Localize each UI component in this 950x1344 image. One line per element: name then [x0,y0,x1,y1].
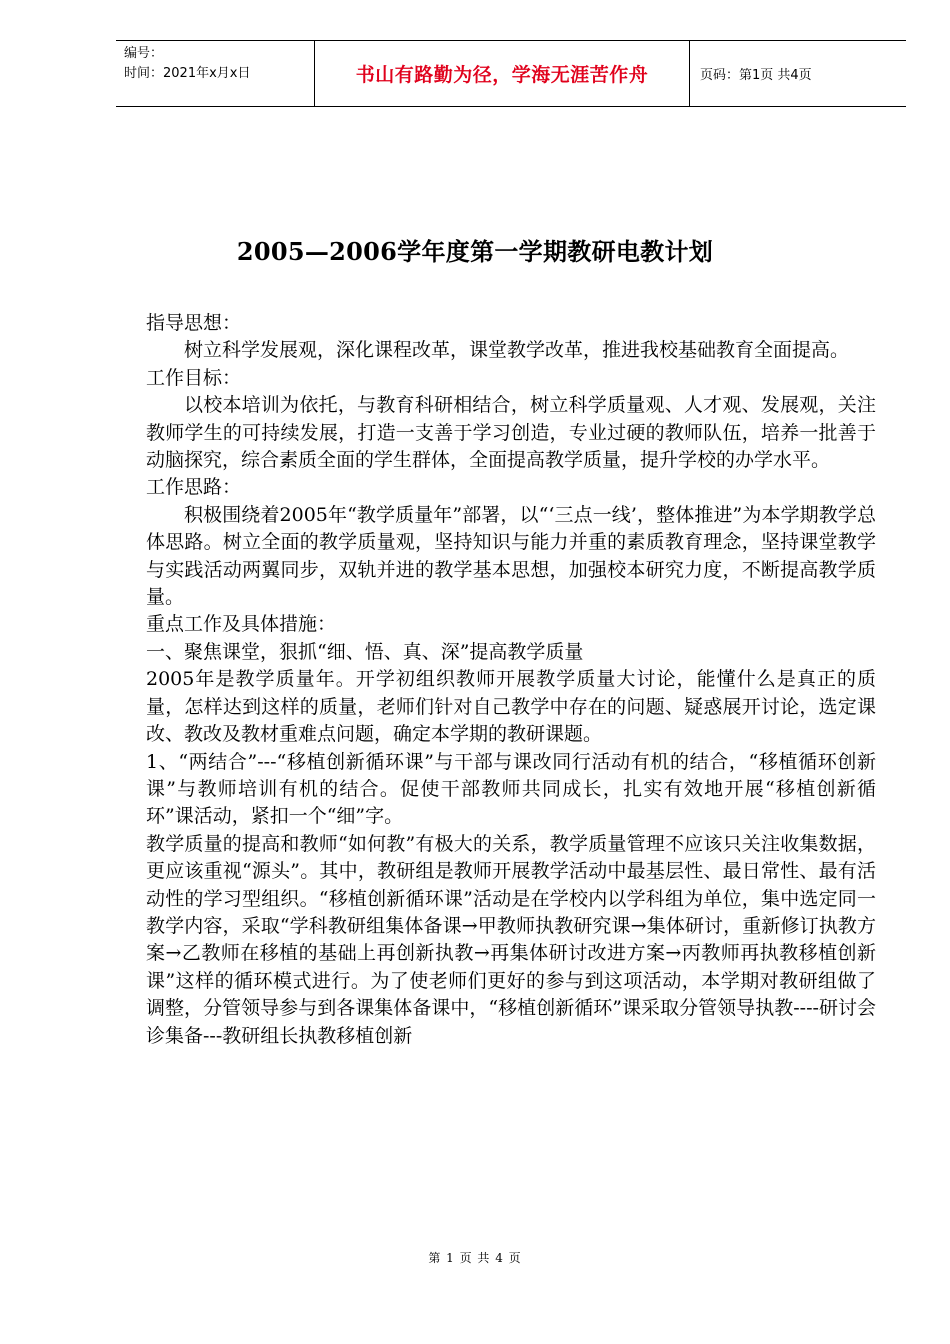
motto-cell [315,41,690,106]
paragraph-guiding-thought: 树立科学发展观，深化课程改革，课堂教学改革，推进我校基础教育全面提高。 [184,339,850,362]
paragraph-quality-year: 2005年是教学质量年。开学初组织教师开展教学质量大讨论，能懂什么是真正的质量，怎样达到这样的质量，老师们针对自己教学中存在的问题、疑惑展开讨论，选定课改、教改及教材重难点问题，确定本学期的教研课题。 [146,668,876,746]
section-heading-key-work: 重点工作及具体措施： [146,613,337,636]
paragraph-two-combinations: 1、“两结合”---“移植创新循环课”与干部与课改同行活动有机的结合，“移植循环创新课”与教师培训有机的结合。促使干部教师共同成长，扎实有效地开展“移植创新循环”课活动，紧扣一个“细”字。 [146,750,876,828]
time-label: 时间：2021年x月x日 [124,66,251,81]
page-info-cell [690,41,906,106]
document-title: 2005—2006学年度第一学期教研电教计划 [236,237,714,266]
page-info-text: 页码：第1页 共4页 [700,68,812,83]
subheading-focus-classroom: 一、聚焦课堂，狠抓“细、悟、真、深”提高教学质量 [146,640,584,663]
paragraph-work-goals: 以校本培训为依托，与教育科研相结合，树立科学质量观、人才观、发展观，关注教师学生的可持续发展，打造一支善于学习创造，专业过硬的教师队伍，培养一批善于动脑探究，综合素质全面的学生群体，全面提高教学质量，提升学校的办学水平。 [146,394,876,472]
section-heading-work-goals: 工作目标： [146,366,242,389]
document-body [146,310,876,1050]
number-label: 编号： [124,46,164,61]
header-table [116,40,906,107]
paragraph-teaching-quality: 教学质量的提高和教师“如何教”有极大的关系，教学质量管理不应该只关注收集数据，更应该重视“源头”。其中，教研组是教师开展教学活动中最基层性、最日常性、最有活动性的学习型组织。“移植创新循环课”活动是在学校内以学科组为单位，集中选定同一教学内容，采取“学科教研组集体备课→甲教师执教研究课→集体研讨，重新修订执教方案→乙教师在移植的基础上再创新执教→再集体研讨改进方案→丙教师再执教移植创新课”这样的循环模式进行。为了使老师们更好的参与到这项活动，本学期对教研组做了调整，分管领导参与到各课集体备课中，“移植创新循环”课采取分管领导执教----研讨会诊集备---教研组长执教移植创新 [146,832,876,1047]
section-heading-guiding-thought: 指导思想： [146,312,242,334]
section-heading-work-ideas: 工作思路： [146,476,242,499]
page-footer: 第 1 页 共 4 页 [428,1251,522,1265]
motto-text: 书山有路勤为径，学海无涯苦作舟 [355,64,649,86]
header-meta-cell [116,41,315,106]
paragraph-work-ideas: 积极围绕着2005年“教学质量年”部署，以“‘三点一线’，整体推进”为本学期教学总体思路。树立全面的教学质量观，坚持知识与能力并重的素质教育理念，坚持课堂教学与实践活动两翼同步，双轨并进的教学基本思想，加强校本研究力度，不断提高教学质量。 [146,503,876,609]
